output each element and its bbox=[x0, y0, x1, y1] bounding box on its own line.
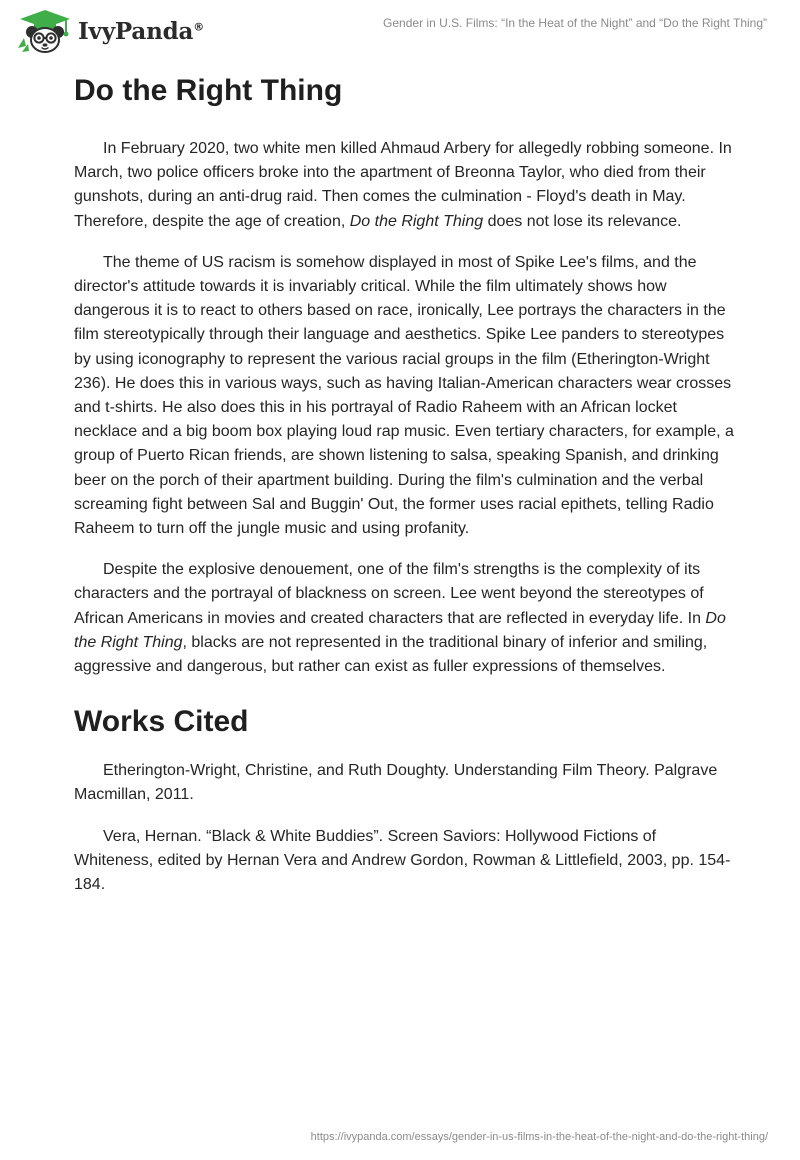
registered-mark: ® bbox=[193, 19, 204, 33]
works-cited-heading: Works Cited bbox=[74, 705, 249, 739]
citation-entry: Etherington-Wright, Christine, and Ruth Doughty. Understanding Film Theory. Palgrave Macmillan, 2011. bbox=[74, 762, 718, 804]
paragraph-1: In February 2020, two white men killed Ahmaud Arbery for allegedly robbing someone. In March, two police officers broke into the apartment of Breonna Taylor, who died from their gunshots, during an anti-drug raid. Then comes the culmination - Floyd's death in May. Therefore, despite the age of creation, Do the Right Thing does not lose its relevance. bbox=[74, 140, 732, 230]
film-title: Do the Right Thing bbox=[349, 212, 484, 230]
document-title: Gender in U.S. Films: “In the Heat of the Night” and “Do the Right Thing” bbox=[383, 16, 767, 30]
section-heading: Do the Right Thing bbox=[74, 74, 343, 107]
brand-name: IvyPanda® bbox=[78, 17, 204, 45]
page-header bbox=[0, 0, 800, 60]
brand-logo[interactable] bbox=[14, 8, 204, 54]
panda-graduate-icon bbox=[14, 8, 76, 54]
film-title: Do the Right Thing bbox=[74, 609, 726, 651]
paragraph-3: Despite the explosive denouement, one of the film's strengths is the complexity of its characters and the portrayal of blackness on screen. Lee went beyond the stereotypes of African Americans in movies and created characters that are reflected in everyday life. In Do the Right Thing, blacks are not represented in the traditional binary of inferior and smiling, aggressive and dangerous, but rather can exist as fuller expressions of themselves. bbox=[74, 561, 726, 676]
citation-entry: Vera, Hernan. “Black & White Buddies”. Screen Saviors: Hollywood Fictions of Whiteness, edited by Hernan Vera and Andrew Gordon, Rowman & Littlefield, 2003, pp. 154-184. bbox=[74, 827, 731, 894]
paragraph-2: The theme of US racism is somehow displayed in most of Spike Lee's films, and the director's attitude towards it is invariably critical. While the film ultimately shows how dangerous it is to react to others based on race, ironically, Lee portrays the characters in the film stereotypically through their language and aesthetics. Spike Lee panders to stereotypes by using iconography to represent the various racial groups in the film (Etherington-Wright 236). He does this in various ways, such as having Italian-American characters wear crosses and t-shirts. He also does this in his portrayal of Radio Raheem with an African locket necklace and a big boom box playing loud rap music. Even tertiary characters, for example, a group of Puerto Rican friends, are shown listening to salsa, speaking Spanish, and drinking beer on the porch of their apartment building. During the film's culmination and the verbal screaming fight between Sal and Buggin' Out, the former uses racial epithets, telling Radio Raheem to turn off the jungle music and using profanity. bbox=[74, 253, 734, 538]
source-url[interactable]: https://ivypanda.com/essays/gender-in-us-films-in-the-heat-of-the-night-and-do-the-right-thing/ bbox=[310, 1131, 768, 1143]
essay-content bbox=[74, 72, 734, 897]
